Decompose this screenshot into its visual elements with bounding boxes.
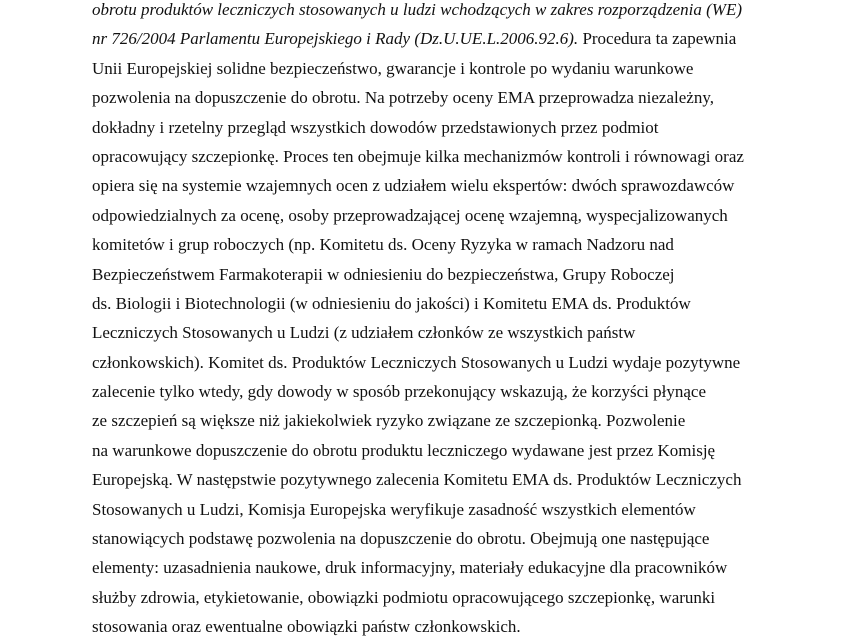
italic-citation: obrotu produktów leczniczych stosowanych u ludzi wchodzących w zakres rozporządzenia (WE) — [92, 0, 743, 19]
line-text: opiera się na systemie wzajemnych ocen z udziałem wielu ekspertów: dwóch sprawozdawców — [92, 176, 735, 196]
paragraph-line — [92, 318, 752, 347]
line-text: stosowania oraz ewentualne obowiązki państw członkowskich. — [92, 617, 521, 637]
paragraph-line — [92, 436, 752, 465]
line-text: odpowiedzialnych za ocenę, osoby przeprowadzającej ocenę wzajemną, wyspecjalizowanych — [92, 205, 728, 225]
paragraph-line — [92, 83, 752, 112]
paragraph-line — [92, 348, 752, 377]
line-text: zalecenie tylko wtedy, gdy dowody w sposób przekonujący wskazują, że korzyści płynące — [92, 382, 707, 402]
line-text: stanowiących podstawę pozwolenia na dopuszczenie do obrotu. Obejmują one następujące — [92, 529, 710, 549]
paragraph-line — [92, 377, 752, 406]
line-text: Stosowanych u Ludzi, Komisja Europejska weryfikuje zasadność wszystkich elementów — [92, 499, 696, 519]
line-text: służby zdrowia, etykietowanie, obowiązki podmiotu opracowującego szczepionkę, warunki — [92, 587, 716, 607]
line-text: Procedura ta zapewnia — [578, 29, 737, 49]
line-text: członkowskich). Komitet ds. Produktów Leczniczych Stosowanych u Ludzi wydaje pozytywne — [92, 352, 741, 372]
paragraph-line — [92, 583, 752, 612]
paragraph-line — [92, 0, 752, 24]
line-text: dokładny i rzetelny przegląd wszystkich dowodów przedstawionych przez podmiot — [92, 117, 659, 137]
line-text: pozwolenia na dopuszczenie do obrotu. Na potrzeby oceny EMA przeprowadza niezależny, — [92, 88, 714, 108]
paragraph-line — [92, 524, 752, 553]
paragraph-line — [92, 553, 752, 582]
body-paragraph — [92, 0, 752, 642]
line-text: Europejską. W następstwie pozytywnego zalecenia Komitetu EMA ds. Produktów Leczniczych — [92, 470, 742, 490]
italic-citation: nr 726/2004 Parlamentu Europejskiego i Rady (Dz.U.UE.L.2006.92.6). — [92, 29, 579, 49]
line-text: Bezpieczeństwem Farmakoterapii w odniesieniu do bezpieczeństwa, Grupy Roboczej — [92, 264, 675, 284]
paragraph-line — [92, 54, 752, 83]
paragraph-line — [92, 612, 752, 641]
line-text: ds. Biologii i Biotechnologii (w odniesieniu do jakości) i Komitetu EMA ds. Produktów — [92, 293, 691, 313]
line-text: ze szczepień są większe niż jakiekolwiek ryzyko związane ze szczepionką. Pozwolenie — [92, 411, 686, 431]
paragraph-line — [92, 289, 752, 318]
line-text: Leczniczych Stosowanych u Ludzi (z udziałem członków ze wszystkich państw — [92, 323, 636, 343]
paragraph-line — [92, 171, 752, 200]
paragraph-line — [92, 260, 752, 289]
paragraph-line — [92, 113, 752, 142]
paragraph-line — [92, 24, 752, 53]
line-text: elementy: uzasadnienia naukowe, druk informacyjny, materiały edukacyjne dla pracowników — [92, 558, 728, 578]
line-text: na warunkowe dopuszczenie do obrotu produktu leczniczego wydawane jest przez Komisję — [92, 440, 716, 460]
paragraph-line — [92, 465, 752, 494]
paragraph-line — [92, 406, 752, 435]
line-text: Unii Europejskiej solidne bezpieczeństwo, gwarancje i kontrole po wydaniu warunkowe — [92, 58, 694, 78]
paragraph-line — [92, 230, 752, 259]
paragraph-line — [92, 201, 752, 230]
line-text: opracowujący szczepionkę. Proces ten obejmuje kilka mechanizmów kontroli i równowagi oraz — [92, 146, 744, 166]
paragraph-line — [92, 142, 752, 171]
line-text: komitetów i grup roboczych (np. Komitetu ds. Oceny Ryzyka w ramach Nadzoru nad — [92, 235, 674, 255]
paragraph-line — [92, 495, 752, 524]
